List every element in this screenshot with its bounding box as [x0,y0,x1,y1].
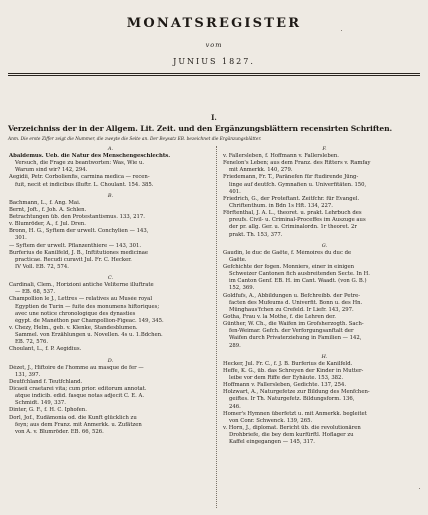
section-number: I. [211,113,217,122]
index-entry: v. Blumröder, A., f. Jul. Dren. [9,221,86,228]
index-entry: Gaudin, le duc de Gaëte, f. Mémoires du duc de [223,249,352,256]
issue-month: JUNIUS 1827. [173,57,255,66]
index-entry: Schmidt. 149, 337. [15,400,66,407]
index-entry: avec une notice chronologique des dynasties [15,310,136,317]
index-entry: — EB. 68, 537. [15,289,56,296]
index-letter-heading: B. [107,192,114,199]
index-letter-heading: A. [107,146,114,152]
index-entry: Betrachtungen üb. den Protestantismus. 133, 217. [9,213,145,220]
index-entry: Goldfufs, A., Abbildungen u. Befchreibb. der Petre- [223,292,361,299]
index-entry: leibe vor dem Riffe der Eyhäute. 153, 382. [229,374,344,381]
index-entry: Bernt, Joft., f. Joh. A. Schlen. [9,206,87,213]
index-entry: Burferius de Kanilfeld, J. B., Inftitutiones medicinae [9,249,149,256]
index-entry: — Syftem der urwelt. Pflanzenthiere — 143, 301. [9,242,142,249]
index-entry: v. Horn, J., diplomat. Bericht üb. die revolutionären [223,424,361,431]
index-entry: Gefchichte der fogen. Monniers, einer in einigen [223,263,355,270]
header-rule-top [8,73,420,74]
index-entry: linge auf deutfch. Gymnafien u. Univerfitäten. 150, [229,181,367,188]
index-entry: Sammel. von Erzählungen u. Novellen. 4s u. 1.Bdchen. [15,332,163,339]
index-entry: von Conr. Schwenck. 139, 265. [229,417,313,424]
index-entry: Friedrich, G., der Proteftant. Zeitfchr. für Evangel. [223,195,360,202]
index-entry: EB. 72, 576. [15,339,49,346]
index-entry: Schweizer Cantonen fich ausbreitenden Secte. In H. [229,271,370,278]
index-entry: der pr. allg. Ger. u. Criminalordn. 1r theoret. 2r [229,224,357,231]
index-entry: Dicaeii craetarei vita; cum prior. editorum annotat. [9,385,147,392]
index-entry: Holzwart, A., Naturgefetze zur Bildung des Menfchen- [223,389,370,396]
index-entry: von A. v. Blumröder. EB. 66, 526. [15,428,104,435]
index-entry: preufs. Civil- u. Criminal-Proceffes im Auszuge aus [229,217,366,224]
index-entry: mit Anmerkk. 140, 279. [229,167,293,174]
index-entry: Drohbriefe, die bey dem kurfürftl. Hoflager zu [229,432,354,439]
index-entry: Förftenthal, J. A. L., theoret. u. prakt. Lehrbuch des [223,210,362,217]
index-entry: Bachmann, L., f. Ang. Mai. [9,199,81,206]
index-entry: 301. [15,235,27,242]
index-entry: Kaffel eingegangen — 145, 317. [229,439,315,446]
index-entry: 152, 369. [229,285,255,292]
index-entry: Dézet, J., Hiftoire de l'homme au masque de fer — [9,364,144,371]
index-entry: Chriftenthum. in Bdn 1s Hft. 134, 227. [229,202,333,209]
index-letter-heading: D. [107,357,114,364]
index-entry: Dinter, G. F., f. H. C. Iphofen. [9,407,87,414]
title-preposition: vom [205,41,223,49]
index-entry: 289. [229,342,241,349]
section-heading: Verzeichniss der in der Allgem. Lit. Zeit. und den Ergänzungsblättern recensirten Schriften. [8,124,393,133]
index-entry: v. Fallersleben, f. Hoffmann v. Fallersleben. [223,153,339,159]
header-rule-bottom [8,75,420,76]
index-entry: im Canton Genf. EB. H. im Cant. Waadt. (von G. B.) [229,278,367,285]
index-entry: Warum sind wir? 142, 294. [15,167,88,174]
index-entry: 401. [229,188,241,195]
index-entry: Friedemann, Fr. T., Paränefen für ftudirende Jüng- [223,174,359,181]
page-title: MONATSREGISTER [126,16,302,31]
paper-speck [419,488,420,489]
index-entry: Choulant, L., f. P. Aegidius. [9,346,82,353]
index-entry: v. Chezy, Helm., geb. v. Klenke, Standesblumen. [9,324,138,331]
index-letter-heading: H. [321,353,328,360]
index-entry: feyn; aus dem Franz. mit Anmerkk. u. Zufätzen [15,421,142,428]
index-entry: fen-Weimar. Gefch. der Verforgungsanftalt der [229,328,354,335]
index-entry: Cardinali, Clem., Horizioni antiche Veliterne illuftrate [9,282,154,289]
paper-speck [341,30,342,31]
index-entry: 131, 397. [15,371,41,378]
index-entry: fuit, necit et indicibus illuftr. L. Choulant. 154. 385. [15,181,154,188]
index-letter-heading: C. [107,275,114,282]
index-entry: égypt. de Manéthon par Champollion-Figeac. 149, 345. [15,317,164,324]
section-note: Anm. Die erste Ziffer zeigt die Nummer, die zweyte die Seite an. Der Beysatz EB. bezeichnet die Ergänzungsblätter. [8,137,262,142]
index-entry: Hoffmann v. Fallersleben, Gedichte. 137, 254. [223,382,347,389]
index-entry: Waifen durch Privaterziehung in Familien — 142, [229,335,362,342]
left-column [8,146,213,436]
index-entry: Homer's Hymnen überfetzt u. mit Anmerkk. begleitet [223,410,367,417]
index-entry: Abaldemus. Ueb. die Natur des Menschengeschlechts. [9,153,171,159]
index-entry: Egyptien de Turin — fuite des monumens hiftoriques; [15,303,160,310]
index-entry: Hecker, Jul. Fr. C., f. J. B. Burferius de Kanilfeld. [223,360,353,367]
index-entry: IV Voll. EB. 72, 574. [15,263,69,270]
index-entry: Champollion le J., Lettres — relatives au Musée royal [9,296,153,303]
index-entry: Bronn, H. G., Syftem der urwelt. Conchylien — 143, [9,228,149,235]
index-entry: Dorl, Jof., Eudämonia od. die Kunft glücklich zu [9,414,137,421]
index-entry: Heffe, K. G., üb. das Schreyen der Kinder in Mutter- [223,367,364,374]
index-letter-heading: F. [322,146,327,152]
column-divider [216,146,217,508]
index-entry: Gotha, Frau v. la Mothe, f. die Lehren der. [223,313,336,320]
index-entry: practicae. Recudi curavit Jul. Fr. C. Hecker. [15,256,132,263]
index-entry: 246. [229,403,241,410]
index-entry: atque indicib. edid. fasque notas adjecit C. E. A. [15,393,145,400]
right-column [222,146,427,446]
index-entry: Versuch, die Frage zu beantworten: Was, Wie u. [15,160,145,167]
index-entry: Münghaus'fchen zu Crefeld. Ir Liefr. 143, 297. [229,306,354,313]
index-entry: Aegidii, Petr. Corbolienfis, carmina medica — recen- [9,174,150,181]
index-entry: Günther, W. Ch., die Waifen im Grofsherzogth. Sach- [223,321,364,328]
index-entry: facten des Mufeums d. Univerfit. Bonn u. des Hn. [229,299,363,306]
index-letter-heading: G. [321,242,328,249]
index-entry: geiftes. Ir Th. Naturgefetz. Bildungsform. 136, [229,396,355,403]
index-entry: Fenelon's Leben; aus dem Franz. des Ritters v. Ramfay [223,160,371,167]
index-entry: prakt. Th. 153, 377. [229,231,283,238]
index-entry: Deutfchland f. Teutfchland. [9,378,83,385]
index-entry: Gaëte. [229,256,247,263]
